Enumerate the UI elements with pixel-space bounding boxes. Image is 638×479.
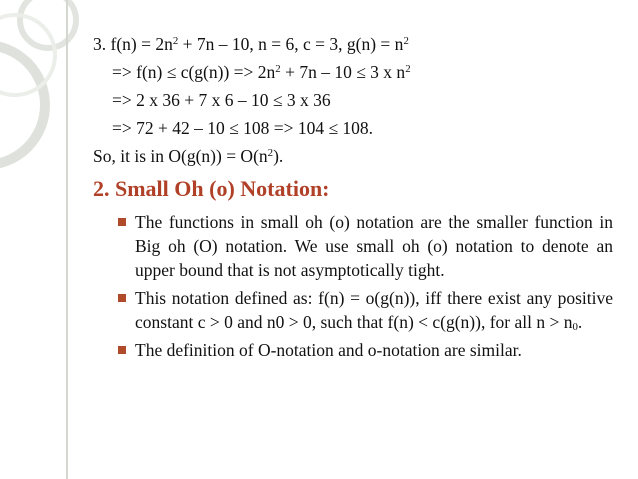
- square-bullet-icon: [118, 346, 126, 354]
- example-line-2: [93, 58, 613, 86]
- text: + 7n – 10 ≤ 3 x n: [280, 62, 406, 82]
- exponent: 2: [275, 63, 281, 76]
- text: So, it is in O(g(n)) = O(n: [93, 146, 268, 166]
- square-bullet-icon: [118, 294, 126, 302]
- vertical-divider: [66, 0, 68, 479]
- square-bullet-icon: [118, 218, 126, 226]
- text: This notation defined as: f(n) = o(g(n)), iff there exist any positive constant c > 0 and n0 > 0, such that f(n) < c(g(n)), for all n > n: [135, 288, 613, 332]
- subscript: 0: [572, 321, 578, 334]
- text: ).: [273, 146, 284, 166]
- left-margin: [0, 0, 70, 479]
- text: + 7n – 10, n = 6, c = 3, g(n) = n: [178, 34, 404, 54]
- bullet-text: The definition of O-notation and o-notation are similar.: [135, 340, 522, 360]
- text: 3. f(n) = 2n: [93, 34, 173, 54]
- slide-content: [93, 30, 613, 366]
- bullet-list: [93, 210, 613, 362]
- exponent: 2: [405, 63, 411, 76]
- example-line-3: => 2 x 36 + 7 x 6 – 10 ≤ 3 x 36: [112, 90, 331, 110]
- bullet-text: The functions in small oh (o) notation are the smaller function in Big oh (O) notation. We use small oh (o) notation to denote an upper bound that is not asymptotically tight.: [135, 212, 613, 280]
- list-item: [93, 210, 613, 282]
- text: => f(n) ≤ c(g(n)) => 2n: [112, 62, 276, 82]
- list-item: [93, 338, 613, 362]
- list-item: [93, 286, 613, 334]
- exponent: 2: [403, 35, 409, 48]
- section-heading: 2. Small Oh (o) Notation:: [93, 176, 330, 201]
- exponent: 2: [172, 35, 179, 48]
- example-line-1: [93, 30, 613, 58]
- example-conclusion: [93, 142, 613, 170]
- exponent: 2: [267, 147, 274, 160]
- text: .: [577, 312, 583, 332]
- example-line-4: => 72 + 42 – 10 ≤ 108 => 104 ≤ 108.: [112, 118, 374, 138]
- bullet-text: [135, 286, 613, 334]
